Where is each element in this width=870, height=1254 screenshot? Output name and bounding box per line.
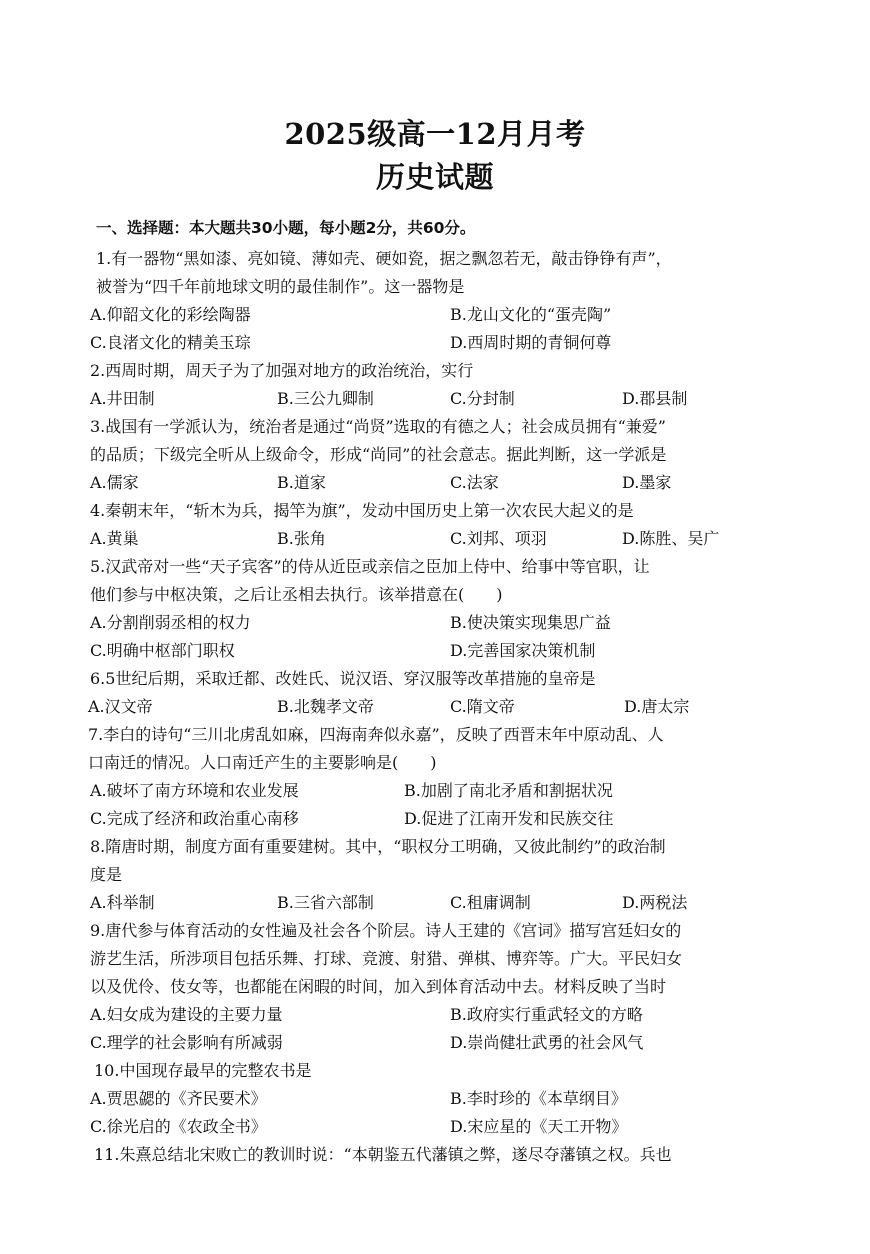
question-6-option-b: B.北魏孝文帝 [277, 697, 374, 716]
question-9-option-c: C.理学的社会影响有所减弱 [90, 1033, 283, 1052]
question-7-option-a: A.破坏了南方环境和农业发展 [90, 781, 299, 800]
question-9-stem-line-2: 游艺生活，所涉项目包括乐舞、打球、竞渡、射猎、弹棋、博弈等。广大。平民妇女 [90, 949, 683, 968]
question-4-option-d: D.陈胜、吴广 [622, 529, 720, 548]
question-7-option-c: C.完成了经济和政治重心南移 [90, 809, 299, 828]
exam-subtitle: 历史试题 [375, 160, 494, 194]
question-5-option-c: C.明确中枢部门职权 [90, 641, 235, 660]
question-1-stem-line-2: 被誉为“四千年前地球文明的最佳制作”。这一器物是 [96, 277, 465, 296]
question-10-option-a: A.贾思勰的《齐民要术》 [90, 1089, 267, 1108]
question-8-stem-line-1: 8.隋唐时期，制度方面有重要建树。其中，“职权分工明确，又彼此制约”的政治制 [90, 837, 666, 856]
question-9-option-b: B.政府实行重武轻文的方略 [450, 1005, 643, 1024]
question-2-option-a: A.井田制 [90, 389, 155, 408]
question-4-option-a: A.黄巢 [90, 529, 139, 548]
question-7-option-b: B.加剧了南北矛盾和割据状况 [404, 781, 613, 800]
question-6-option-a: A.汉文帝 [88, 697, 153, 716]
question-2-option-c: C.分封制 [450, 389, 515, 408]
question-1-option-c: C.良渚文化的精美玉琮 [90, 333, 251, 352]
question-6-option-d: D.唐太宗 [624, 697, 690, 716]
question-4-option-b: B.张角 [277, 529, 326, 548]
question-5-stem-line-2: 他们参与中枢决策，之后让丞相去执行。该举措意在( ) [90, 585, 503, 604]
question-6-stem-line-1: 6.5世纪后期，采取迁都、改姓氏、说汉语、穿汉服等改革措施的皇帝是 [90, 669, 596, 688]
question-5-option-b: B.使决策实现集思广益 [450, 613, 611, 632]
question-1-option-d: D.西周时期的青铜何尊 [450, 333, 612, 352]
question-9-option-a: A.妇女成为建设的主要力量 [90, 1005, 283, 1024]
question-1-option-a: A.仰韶文化的彩绘陶器 [90, 305, 251, 324]
question-7-stem-line-1: 7.李白的诗句“三川北虏乱如麻，四海南奔似永嘉”，反映了西晋末年中原动乱、人 [88, 725, 664, 744]
question-5-option-a: A.分割削弱丞相的权力 [90, 613, 251, 632]
question-3-stem-line-1: 3.战国有一学派认为，统治者是通过“尚贤”选取的有德之人；社会成员拥有“兼爱” [90, 417, 666, 436]
question-5-stem-line-1: 5.汉武帝对一些“天子宾客”的侍从近臣或亲信之臣加上侍中、给事中等官职，让 [90, 557, 650, 576]
question-3-option-d: D.墨家 [622, 473, 672, 492]
question-9-stem-line-3: 以及优伶、伎女等，也都能在闲暇的时间，加入到体育活动中去。材料反映了当时 [90, 977, 667, 996]
question-6-option-c: C.隋文帝 [450, 697, 515, 716]
question-8-option-a: A.科举制 [90, 893, 155, 912]
question-10-option-d: D.宋应星的《天工开物》 [450, 1117, 628, 1136]
question-8-option-b: B.三省六部制 [277, 893, 374, 912]
question-2-stem-line-1: 2.西周时期，周天子为了加强对地方的政治统治，实行 [90, 361, 474, 380]
question-10-option-b: B.李时珍的《本草纲目》 [450, 1089, 627, 1108]
exam-title: 2025级高一12月月考 [284, 117, 586, 151]
question-8-stem-line-2: 度是 [90, 865, 123, 884]
question-1-stem-line-1: 1.有一器物“黑如漆、亮如镜、薄如壳、硬如瓷，据之飘忽若无，敲击铮铮有声”， [96, 249, 672, 268]
question-7-stem-line-2: 口南迁的情况。人口南迁产生的主要影响是( ) [88, 753, 437, 772]
question-7-option-d: D.促进了江南开发和民族交往 [404, 809, 614, 828]
question-11-stem-line-1: 11.朱熹总结北宋败亡的教训时说：“本朝鉴五代藩镇之弊，遂尽夺藩镇之权。兵也 [94, 1145, 672, 1164]
question-1-option-b: B.龙山文化的“蛋壳陶” [450, 305, 612, 324]
question-10-option-c: C.徐光启的《农政全书》 [90, 1117, 267, 1136]
question-5-option-d: D.完善国家决策机制 [450, 641, 596, 660]
question-9-stem-line-1: 9.唐代参与体育活动的女性遍及社会各个阶层。诗人王建的《宫词》描写宫廷妇女的 [90, 921, 682, 940]
question-9-option-d: D.崇尚健壮武勇的社会风气 [450, 1033, 644, 1052]
question-4-stem-line-1: 4.秦朝末年，“斩木为兵，揭竿为旗”，发动中国历史上第一次农民大起义的是 [90, 501, 634, 520]
question-3-option-c: C.法家 [450, 473, 499, 492]
question-8-option-c: C.租庸调制 [450, 893, 531, 912]
question-3-stem-line-2: 的品质；下级完全听从上级命令，形成“尚同”的社会意志。据此判断，这一学派是 [90, 445, 667, 464]
question-2-option-d: D.郡县制 [622, 389, 688, 408]
question-4-option-c: C.刘邦、项羽 [450, 529, 547, 548]
question-3-option-b: B.道家 [277, 473, 326, 492]
question-3-option-a: A.儒家 [90, 473, 139, 492]
question-10-stem-line-1: 10.中国现存最早的完整农书是 [94, 1061, 312, 1080]
question-8-option-d: D.两税法 [622, 893, 688, 912]
question-2-option-b: B.三公九卿制 [277, 389, 374, 408]
section-heading: 一、选择题：本大题共30小题，每小题2分，共60分。 [96, 219, 476, 237]
